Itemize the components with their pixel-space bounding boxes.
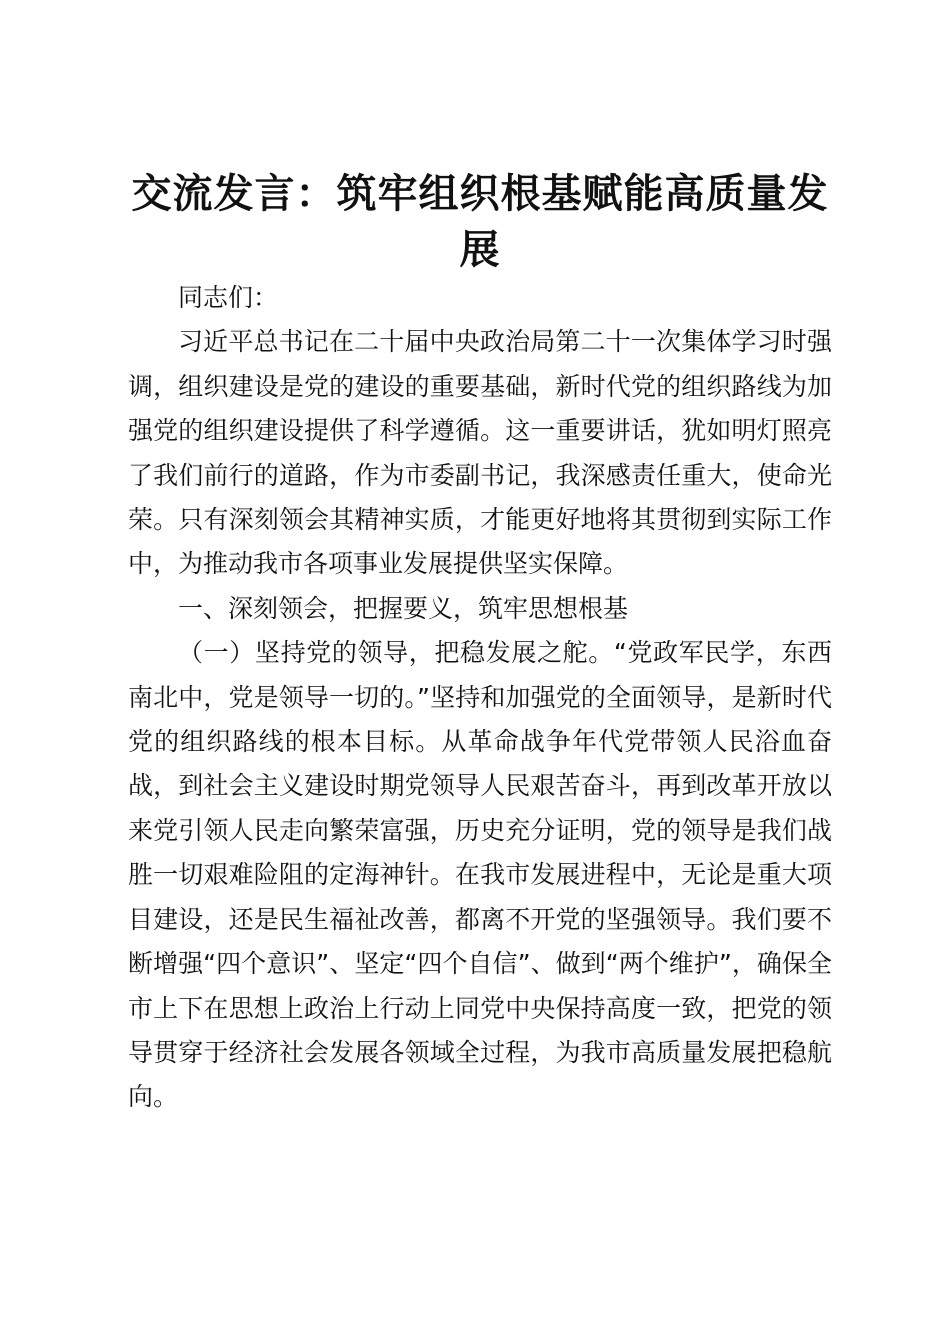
document-body bbox=[128, 276, 832, 1120]
document-title: 交流发言：筑牢组织根基赋能高质量发展 bbox=[131, 170, 829, 273]
section-heading-1: 一、深刻领会，把握要义，筑牢思想根基 bbox=[178, 593, 629, 623]
salutation: 同志们： bbox=[178, 283, 279, 312]
body-paragraph-intro: 习近平总书记在二十届中央政治局第二十一次集体学习时强调，组织建设是党的建设的重要基础，新时代党的组织路线为加强党的组织建设提供了科学遵循。这一重要讲话，犹如明灯照亮了我们前行的道路，作为市委副书记，我深感责任重大，使命光荣。只有深刻领会其精神实质，才能更好地将其贯彻到实际工作中，为推动我市各项事业发展提供坚实保障。 bbox=[128, 327, 832, 579]
body-paragraph-party-leadership: （一）坚持党的领导，把稳发展之舵。“党政军民学，东西南北中，党是领导一切的。”坚持和加强党的全面领导，是新时代党的组织路线的根本目标。从革命战争年代党带领人民浴血奋战，到社会主义建设时期党领导人民艰苦奋斗，再到改革开放以来党引领人民走向繁荣富强，历史充分证明，党的领导是我们战胜一切艰难险阻的定海神针。在我市发展进程中，无论是重大项目建设，还是民生福祉改善，都离不开党的坚强领导。我们要不断增强“四个意识”、坚定“四个自信”、做到“两个维护”，确保全市上下在思想上政治上行动上同党中央保持高度一致，把党的领导贯穿于经济社会发展各领域全过程，为我市高质量发展把稳航向。 bbox=[128, 638, 832, 1112]
